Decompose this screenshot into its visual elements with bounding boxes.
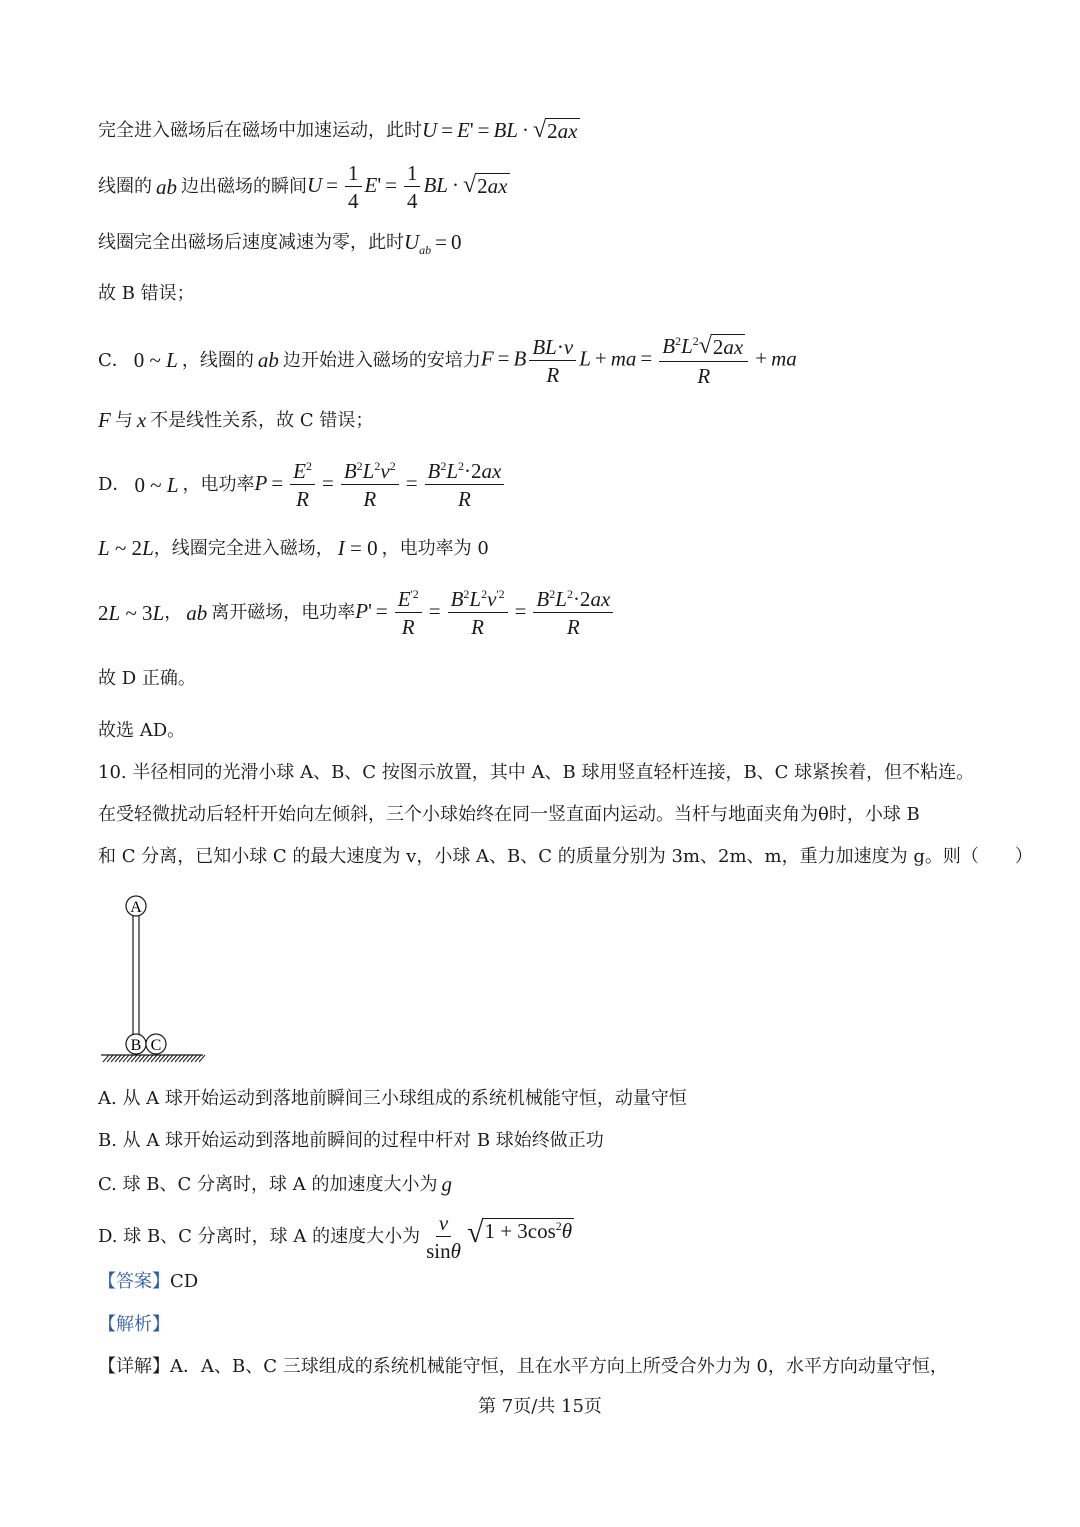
text-line-2: 线圈的 ab 边出磁场的瞬间 U = $\frac{1}{4}$ E' = $\frac{1}{4}$ BL · √ 2ax <box>98 161 508 214</box>
text-line-4: 故 B 错误； <box>98 283 195 304</box>
text-line-6: F 与 x 不是线性关系，故 C 错误； <box>98 408 374 432</box>
text-line-3: 线圈完全出磁场后速度减速为零，此时 $U_{ab} = 0$ <box>98 230 462 258</box>
analysis-line: 【解析】 <box>98 1314 170 1335</box>
ball-c-label: C <box>150 1037 162 1054</box>
text-line-9: 2L ~ 3L ， ab 离开磁场，电功率 P' = $\frac{E^{'2}}{R}$ = $\frac{B^2L^2v^{'2}}{R}$ = $\frac{B^2L^2\cdot 2ax}{R}$ <box>98 588 616 638</box>
ball-rod-figure <box>95 892 210 1064</box>
option-d-analysis: D． 0 ~ L ，电功率 P = $\frac{E^2}{R}$ = $\frac{B^2L^2v^2}{R}$ = $\frac{B^2L^2\cdot 2ax}{R}$ <box>98 460 507 510</box>
formula-u-equals: U = E' = BL · √ 2ax <box>422 117 578 143</box>
formula-force: F = B $\frac{BL\cdot v}{R}$ L + ma = $B^2L^2$ √ 2ax R + ma <box>480 333 797 389</box>
formula-speed-a: $\frac{v}{\sin\theta}$ √ $1 + 3\cos^2\theta$ <box>426 1211 573 1264</box>
option-a: A. 从 A 球开始运动到落地前瞬间三小球组成的系统机械能守恒，动量守恒 <box>98 1088 687 1109</box>
formula-power-prime: P' = $\frac{E^{'2}}{R}$ = $\frac{B^2L^2v^{'2}}{R}$ = $\frac{B^2L^2\cdot 2ax}{R}$ <box>355 588 616 638</box>
formula-power: P = $\frac{E^2}{R}$ = $\frac{B^2L^2v^2}{R}$ = $\frac{B^2L^2\cdot 2ax}{R}$ <box>255 460 508 510</box>
question-10-line-1: 10. 半径相同的光滑小球 A、B、C 按图示放置，其中 A、B 球用竖直轻杆连接，B、C 球紧挨着，但不粘连。 <box>98 762 975 783</box>
page-footer: 第 7页/共 15页 <box>478 1396 602 1417</box>
text-line-1: 完全进入磁场后在磁场中加速运动，此时 U = E' = BL · √ 2ax <box>98 117 578 143</box>
text-line-8: L ~ 2L ，线圈完全进入磁场， I = 0 ，电功率为 0 <box>98 536 489 560</box>
var-ab: ab <box>156 174 177 199</box>
option-d: D. 球 B、C 分离时，球 A 的速度大小为 $\frac{v}{\sin\theta}$ √ $1 + 3\cos^2\theta$ <box>98 1211 573 1264</box>
answer-line: 【答案】 CD <box>98 1271 199 1292</box>
text-line-11: 故选 AD。 <box>98 720 186 741</box>
formula-u-quarter: U = $\frac{1}{4}$ E' = $\frac{1}{4}$ BL · √ 2ax <box>307 161 508 214</box>
formula-uab-zero: $U_{ab} = 0$ <box>404 230 462 258</box>
text-line-10: 故 D 正确。 <box>98 668 196 689</box>
ball-b-label: B <box>130 1037 142 1054</box>
option-c: C. 球 B、C 分离时，球 A 的加速度大小为 g <box>98 1172 452 1196</box>
question-10-line-3: 和 C 分离，已知小球 C 的最大速度为 v，小球 A、B、C 的质量分别为 3m、2m、m，重力加速度为 g。则（ ） <box>98 846 1033 867</box>
ground-hatching <box>103 1055 205 1062</box>
detail-line: 【详解】 A．A、B、C 三球组成的系统机械能守恒，且在水平方向上所受合外力为 0，水平方向动量守恒， <box>98 1356 948 1377</box>
question-10-line-2: 在受轻微扰动后轻杆开始向左倾斜，三个小球始终在同一竖直面内运动。当杆与地面夹角为θ时，小球 B <box>98 804 920 825</box>
ball-a-label: A <box>130 899 142 916</box>
option-b: B. 从 A 球开始运动到落地前瞬间的过程中杆对 B 球始终做正功 <box>98 1130 604 1151</box>
option-c-analysis: C． 0 ~ L ，线圈的 ab 边开始进入磁场的安培力 F = B $\frac{BL\cdot v}{R}$ L + ma = $B^2L^2$ √ 2ax R + ma <box>98 333 797 389</box>
